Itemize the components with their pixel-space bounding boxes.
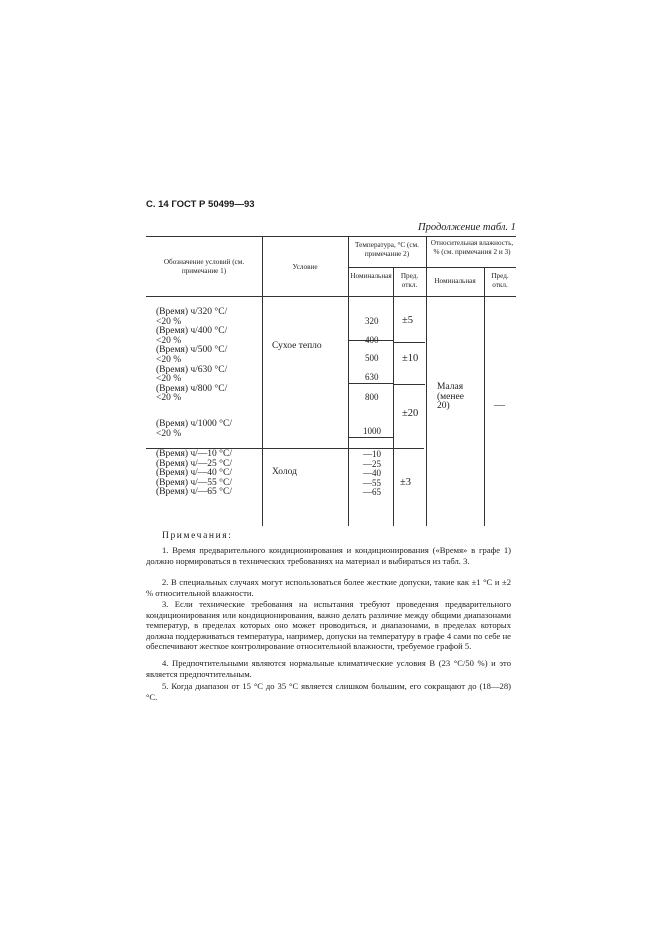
tolerance-value: ±10 [402, 353, 419, 364]
note-item: 4. Предпочтительными являются нормальные климатические условия В (23 °С/50 %) и это является предпочтительным. [146, 658, 511, 679]
temp-value: 320 [365, 316, 379, 326]
humidity-nominal: Малая (менее 20) [437, 382, 464, 412]
header-humidity: Относительная влажность, % (см. примечания 2 и 3) [430, 239, 514, 256]
tolerance-value: ±5 [402, 315, 414, 326]
header-temperature: Температура, °С (см. примечание 2) [355, 241, 419, 258]
header-hum-tolerance: Пред. откл. [491, 272, 509, 289]
temp-value: 500 [365, 353, 379, 363]
cold-temperatures: —10 —25 —40 —55 —65 [363, 449, 381, 498]
note-item: 5. Когда диапазон от 15 °С до 35 °С является слишком большим, его сокращают до (18—28) °С. [146, 681, 511, 702]
dry-condition: Сухое тепло [272, 341, 322, 351]
header-designation: Обозначение условий (см. примечание 1) [163, 258, 245, 275]
tolerance-value: ±20 [402, 408, 419, 419]
temp-value: 800 [365, 392, 379, 402]
note-item: 3. Если технические требования на испытания требуют проведения предварительного кондиционирования или кондиционирования, важно делать различие между общими диапазонами температур, в пределах которых оно может проводиться, и диапазонами, в пределах которых должна поддерживаться температура, например, допуски на температуру в графе 4 сами по себе не обеспечивают жесткое контролирование относительной влажности, требуемое графой 5. [146, 599, 511, 652]
header-condition: Условие [292, 263, 318, 271]
temp-value: 630 [365, 372, 379, 382]
tolerance-value: ±3 [400, 477, 412, 488]
header-temp-nominal: Номинальная [350, 272, 392, 280]
note-item: 1. Время предварительного кондиционирования и кондиционирования («Время» в графе 1) должно нормироваться в технических требованиях на материал и выбираться из табл. 3. [146, 545, 511, 566]
notes-title: Примечания: [162, 531, 233, 541]
temp-value: 1000 [363, 426, 381, 436]
dry-designation-last: (Время) ч/1000 °С/ <20 % [156, 419, 232, 439]
temp-value: 400 [365, 335, 379, 345]
dry-designation: (Время) ч/320 °С/ <20 % (Время) ч/400 °С/ <20 % (Время) ч/500 °С/ <20 % (Время) ч/630 °С/ <20 % (Время) ч/800 °С/ <20 % [156, 307, 228, 404]
page-header: С. 14 ГОСТ Р 50499—93 [146, 199, 255, 210]
note-item: 2. В специальных случаях могут использоваться более жесткие допуски, такие как ±1 °С и ±2 % относительной влажности. [146, 577, 511, 598]
cold-designation: (Время) ч/—10 °С/ (Время) ч/—25 °С/ (Время) ч/—40 °С/ (Время) ч/—55 °С/ (Время) ч/—65 °С/ [156, 449, 232, 498]
cold-condition: Холод [272, 467, 297, 477]
header-hum-nominal: Номинальная [434, 277, 476, 285]
humidity-tolerance: — [494, 399, 505, 411]
table-continuation-label: Продолжение табл. 1 [418, 222, 516, 233]
header-temp-tolerance: Пред. откл. [400, 272, 419, 289]
